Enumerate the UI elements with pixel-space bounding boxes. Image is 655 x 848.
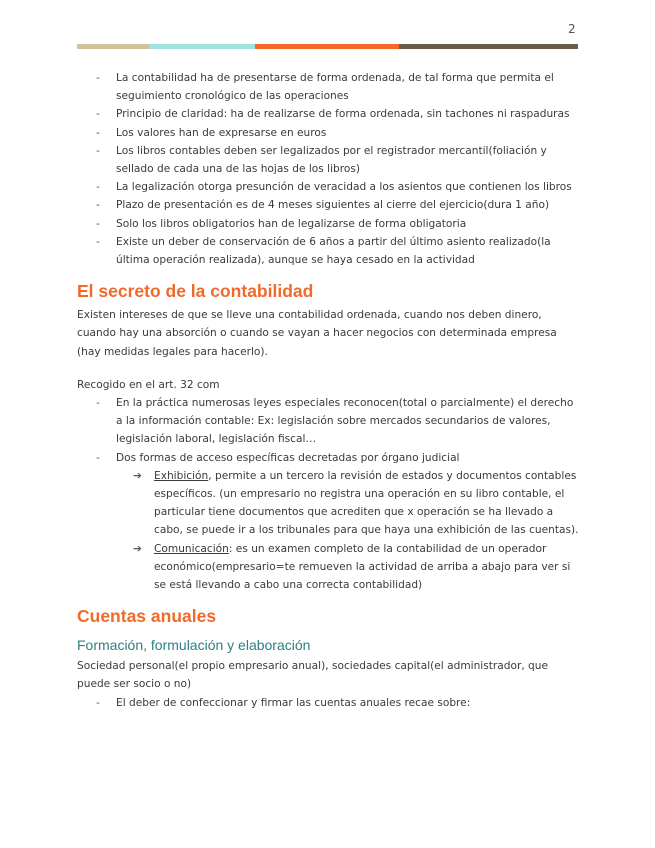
access-forms-list (77, 467, 582, 594)
requirements-list (77, 69, 582, 269)
subheading-formacion: Formación, formulación y elaboración (77, 637, 311, 654)
cuentas-para: Sociedad personal(el propio empresario anual), sociedades capital(el administrador, que puede ser socio o no) (77, 660, 549, 691)
list-item-text: Dos formas de acceso específicas decretadas por órgano judicial (116, 451, 460, 464)
color-bar-segment-4 (399, 44, 578, 49)
list-item: - Plazo de presentación es de 4 meses siguientes al cierre del ejercicio(dura 1 año) (77, 196, 582, 214)
list-item: - Los valores han de expresarse en euros (77, 124, 582, 142)
arrow-right-icon: ➔ (133, 542, 142, 555)
recogido-line: Recogido en el art. 32 com (77, 378, 220, 391)
term-comunicacion: Comunicación (154, 542, 229, 555)
list-item: - Principio de claridad: ha de realizarse de forma ordenada, sin tachones ni raspaduras (77, 105, 582, 123)
page-number: 2 (568, 22, 576, 36)
list-item: - Solo los libros obligatorios han de legalizarse de forma obligatoria (77, 215, 582, 233)
list-item-comunicacion (77, 540, 582, 595)
comunicacion-text: : es un examen completo de la contabilidad de un operador económico(empresario=te remueven la actividad de arriba a abajo para ver si se está llevando a cabo una correcta contabilidad) (154, 542, 571, 592)
document-body (77, 69, 582, 712)
secreto-intro: Existen intereses de que se lleve una contabilidad ordenada, cuando nos deben dinero, cuando hay una absorción o cuando se vayan a hacer negocios con determinada empresa (hay medidas legales para hacerlo). (77, 309, 557, 358)
exhibicion-text: , permite a un tercero la revisión de estados y documentos contables específicos. (un empresario no registra una operación en su libro contable, el particular tiene documentos que acrediten que x operación se ha llevado a cabo, se puede ir a los tribunales para que haya una exhibición de las cuentas). (154, 469, 579, 537)
header-color-bar (77, 44, 578, 49)
secreto-list (77, 394, 582, 594)
list-item: - La contabilidad ha de presentarse de forma ordenada, de tal forma que permita el seguimiento cronológico de las operaciones (77, 69, 582, 105)
list-item (77, 449, 582, 595)
list-item: - Existe un deber de conservación de 6 años a partir del último asiento realizado(la última operación realizada), aunque se haya cesado en la actividad (77, 233, 582, 269)
heading-secreto: El secreto de la contabilidad (77, 281, 314, 302)
heading-cuentas-anuales: Cuentas anuales (77, 606, 217, 627)
list-item-exhibicion (77, 467, 582, 540)
color-bar-segment-2 (149, 44, 255, 49)
list-item: - El deber de confeccionar y firmar las cuentas anuales recae sobre: (77, 694, 582, 712)
color-bar-segment-3 (255, 44, 399, 49)
arrow-right-icon: ➔ (133, 469, 142, 482)
term-exhibicion: Exhibición (154, 469, 209, 482)
cuentas-list (77, 694, 582, 712)
list-item: - La legalización otorga presunción de veracidad a los asientos que contienen los libros (77, 178, 582, 196)
list-item: - Los libros contables deben ser legalizados por el registrador mercantil(foliación y sellado de cada una de las hojas de los libros) (77, 142, 582, 178)
list-item: - En la práctica numerosas leyes especiales reconocen(total o parcialmente) el derecho a la información contable: Ex: legislación sobre mercados secundarios de valores, legislación laboral, legislación fiscal… (77, 394, 582, 449)
color-bar-segment-1 (77, 44, 149, 49)
